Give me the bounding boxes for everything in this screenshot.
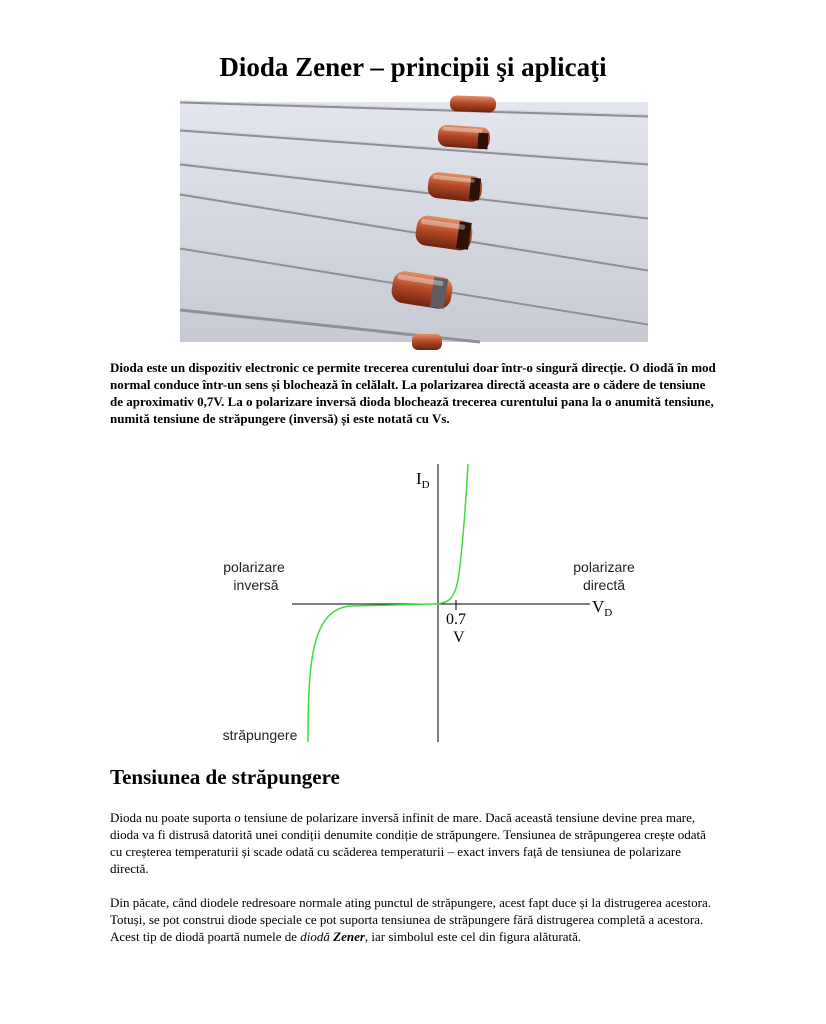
iv-curve bbox=[308, 464, 468, 742]
paragraph-breakdown: Dioda nu poate suporta o tensiune de polarizare inversă infinit de mare. Dacă această tensiune devine prea mare, dioda va fi distrusă datorită unei condiții denumite condiție de străpungere. Tensiunea de străpungerea crește odată cu creșterea temperaturii și scade odată cu scăderea temperaturii – exact invers față de tensiunea de polarizare directă. bbox=[110, 810, 706, 876]
forward-label-line1: polarizare bbox=[573, 559, 635, 575]
section-heading: Tensiunea de străpungere bbox=[110, 765, 340, 789]
tick-value-label: 0.7 bbox=[446, 611, 466, 628]
forward-label-line2: directă bbox=[582, 577, 626, 593]
breakdown-label: străpungere bbox=[222, 727, 298, 743]
vd-label: $V_D$ bbox=[592, 597, 613, 619]
page-title: Dioda Zener – principii şi aplicaţi bbox=[219, 52, 607, 82]
paragraph-zener-text: Din păcate, când diodele redresoare normale ating punctul de străpungere, acest fapt duce și la distrugerea acestora. Totuși, se pot construi diode speciale ce pot suporta tensiunea de străpungere fără distrugerea completă a acestora. Acest tip de diodă poartă numele de bbox=[110, 895, 711, 944]
zener-italic: diodă bbox=[300, 929, 334, 944]
reverse-label-line1: polarizare bbox=[223, 559, 285, 575]
zener-diodes-photo bbox=[180, 102, 648, 342]
reverse-label-line2: inversă bbox=[233, 577, 279, 593]
paragraph-zener bbox=[110, 894, 720, 945]
intro-paragraph: Dioda este un dispozitiv electronic ce permite trecerea curentului doar într-o singură direcție. O diodă în mod normal conduce într-un sens și blochează în celălalt. La polarizarea directă aceasta are o cădere de tensiune de aproximativ 0,7V. La o polarizare inversă dioda blochează trecerea curentului pana la o anumită tensiune, numită tensiune de străpungere (inversă) și este notată cu Vs. bbox=[110, 360, 716, 426]
diode-iv-graph bbox=[200, 460, 635, 750]
id-label: $I_D$ bbox=[416, 469, 430, 491]
paragraph-zener-tail: , iar simbolul este cel din figura alăturată. bbox=[364, 929, 582, 944]
zener-bold: Zener bbox=[333, 929, 365, 944]
tick-unit-label: V bbox=[453, 629, 465, 646]
